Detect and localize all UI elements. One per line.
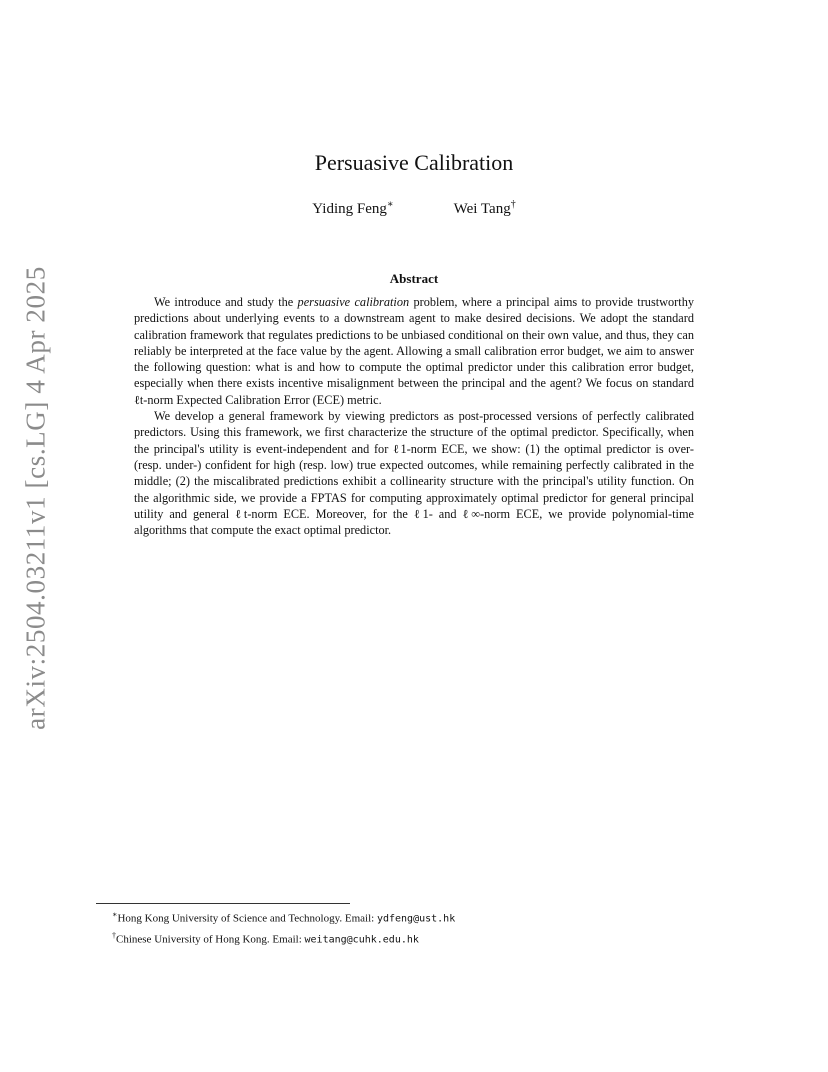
author-1-footnote-mark: ∗: [386, 199, 394, 210]
footnote-2-mark: †: [112, 930, 116, 940]
abstract-p1-emphasis: persuasive calibration: [297, 295, 410, 309]
abstract-p1-start: We introduce and study the: [154, 295, 298, 309]
footnote-2-email: weitang@cuhk.edu.hk: [304, 934, 419, 946]
abstract-body: [134, 294, 694, 538]
paper-title: Persuasive Calibration: [314, 150, 514, 175]
footnote-divider: [96, 903, 350, 904]
author-2-name: Wei Tang: [453, 201, 511, 217]
author-2: [454, 199, 516, 218]
abstract-heading: Abstract: [389, 271, 439, 286]
abstract-p1-rest: problem, where a principal aims to provide trustworthy predictions about underlying events to a downstream agent to make desired decisions. We adopt the standard calibration framework that regulates predictions to be unbiased conditional on their own value, and thus, they can reliably be interpreted at the face value by the agent. Allowing a small calibration error budget, we aim to answer the following question: what is and how to compute the optimal predictor under this calibration error budget, especially when there exists incentive misalignment between the principal and the agent? We focus on standard ℓt-norm Expected Calibration Error (ECE) metric.: [134, 295, 694, 407]
footnote-1: [112, 907, 732, 928]
footnote-1-email: ydfeng@ust.hk: [376, 913, 456, 925]
author-1-name: Yiding Feng: [312, 201, 387, 217]
arxiv-identifier-stamp: arXiv:2504.03211v1 [cs.LG] 4 Apr 2025: [20, 266, 51, 730]
author-2-footnote-mark: †: [510, 199, 516, 210]
footnote-1-text: Hong Kong University of Science and Technology. Email:: [117, 912, 377, 925]
abstract-paragraph-2: We develop a general framework by viewing predictors as post-processed versions of perfectly calibrated predictors. Using this framework, we first characterize the structure of the optimal predictor. Specifically, when the principal's utility is event-independent and for ℓ1-norm ECE, we show: (1) the optimal predictor is over-(resp. under-) confident for high (resp. low) true expected outcomes, while remaining perfectly calibrated in the middle; (2) the miscalibrated predictions exhibit a collinearity structure with the principal's utility function. On the algorithmic side, we provide a FPTAS for computing approximately optimal predictor for general principal utility and general ℓt-norm ECE. Moreover, for the ℓ1- and ℓ∞-norm ECE, we provide polynomial-time algorithms that compute the exact optimal predictor.: [134, 409, 694, 538]
footnote-1-mark: ∗: [112, 910, 118, 919]
footnotes: [112, 907, 732, 948]
author-list: [0, 199, 828, 218]
footnote-2: [112, 928, 732, 949]
abstract-paragraph-1: [134, 294, 694, 408]
author-1: [312, 199, 393, 218]
footnote-2-text: Chinese University of Hong Kong. Email:: [116, 933, 305, 946]
